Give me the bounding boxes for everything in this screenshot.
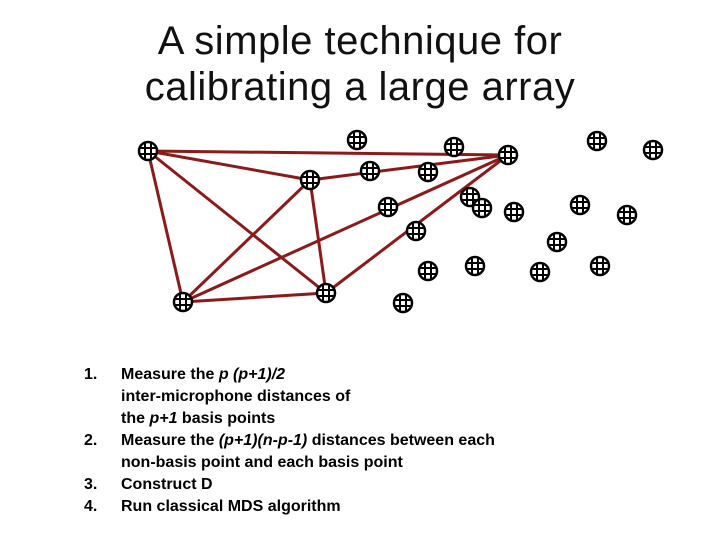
basis-distance-line (310, 180, 326, 293)
microphone-node-icon (644, 141, 662, 159)
step-text: Measure the p (p+1)/2 inter-microphone distances of the p+1 basis points (121, 366, 351, 427)
microphone-node-icon (531, 263, 549, 281)
step-text: Construct D (121, 476, 213, 493)
microphone-node-icon (394, 294, 412, 312)
microphone-node-icon (419, 262, 437, 280)
microphone-node-icon (361, 162, 379, 180)
step-number: 1. (84, 366, 98, 383)
microphone-node-icon (618, 206, 636, 224)
microphone-node-icon (379, 198, 397, 216)
basis-distance-line (183, 293, 326, 302)
microphone-node-icon (139, 142, 157, 160)
basis-edges (148, 151, 508, 302)
microphone-node-icon (499, 146, 517, 164)
step-number: 2. (84, 432, 98, 449)
step-text: Run classical MDS algorithm (121, 498, 341, 515)
step-item (84, 430, 704, 474)
microphone-node-icon (505, 203, 523, 221)
step-item (84, 496, 704, 518)
microphone-node-icon (548, 233, 566, 251)
microphone-node-icon (466, 257, 484, 275)
title-line-2: calibrating a large array (144, 65, 576, 109)
microphone-node-icon (571, 196, 589, 214)
microphone-node-icon (174, 293, 192, 311)
microphone-node-icon (445, 138, 463, 156)
microphone-node-icon (348, 131, 366, 149)
microphone-node-icon (317, 284, 335, 302)
title-line-1: A simple technique for (157, 19, 563, 63)
step-number: 3. (84, 476, 98, 493)
microphone-node-icon (301, 171, 319, 189)
step-text: Measure the (p+1)(n-p-1) distances between each non-basis point and each basis point (121, 432, 495, 471)
microphone-node-icon (588, 132, 606, 150)
microphone-node-icon (407, 222, 425, 240)
procedure-steps (84, 364, 704, 518)
step-item (84, 364, 704, 430)
basis-distance-line (148, 151, 310, 180)
microphone-node-icon (419, 163, 437, 181)
step-number: 4. (84, 498, 98, 515)
basis-distance-line (183, 180, 310, 302)
microphone-node-icon (591, 257, 609, 275)
step-item (84, 474, 704, 496)
microphone-node-icon (473, 199, 491, 217)
